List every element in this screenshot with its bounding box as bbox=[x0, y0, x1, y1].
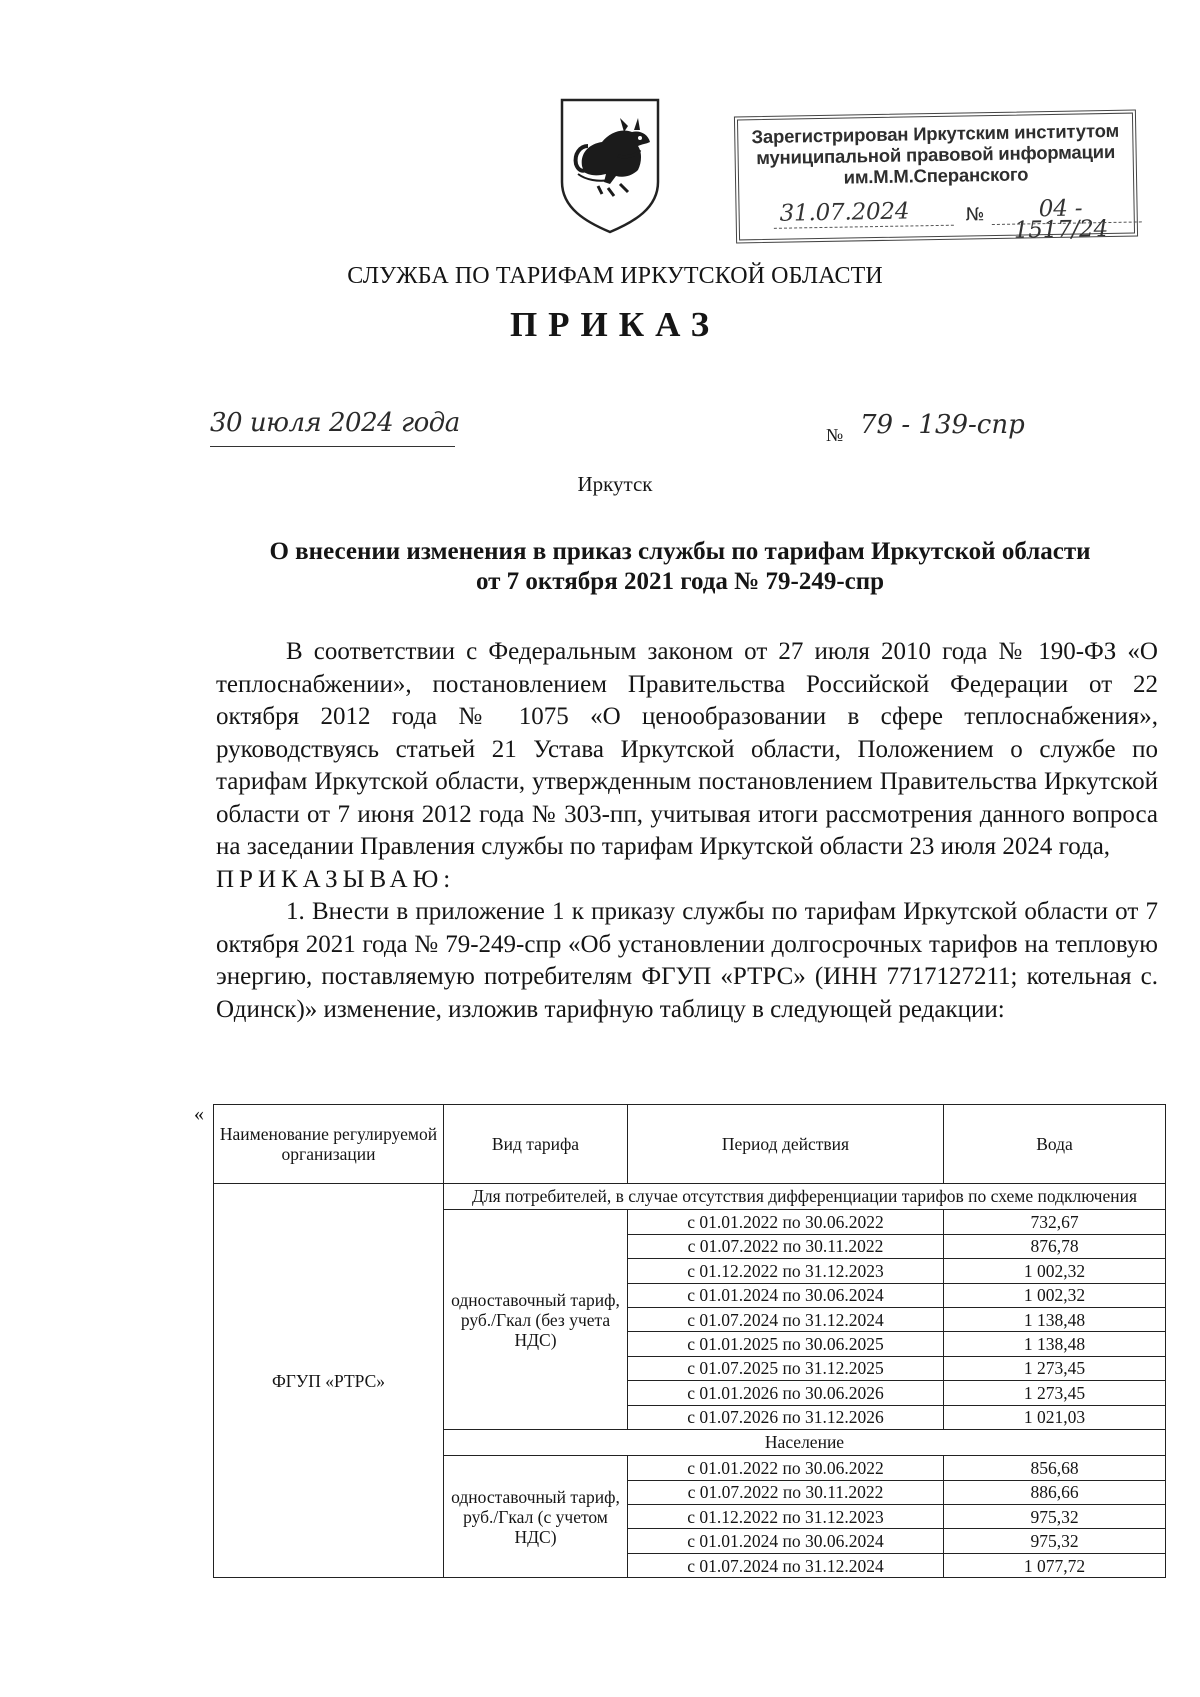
value-cell: 856,68 bbox=[944, 1456, 1166, 1480]
period-cell: с 01.07.2026 по 31.12.2026 bbox=[628, 1405, 944, 1429]
period-cell: с 01.01.2025 по 30.06.2025 bbox=[628, 1332, 944, 1356]
date-underline bbox=[210, 446, 455, 447]
value-cell: 886,66 bbox=[944, 1480, 1166, 1504]
item-1-paragraph: 1. Внести в приложение 1 к приказу службы по тарифам Иркутской области от 7 октября 2021 года № 79-249-спр «Об установлении долгосрочных тарифов на тепловую энергию, поставляемую потребителям ФГУП «РТРС» (ИНН 7717127211; котельная с. Одинск)» изменение, изложив тарифную таблицу в следующей редакции: bbox=[216, 898, 1158, 1023]
value-cell: 1 002,32 bbox=[944, 1283, 1166, 1307]
header-water: Вода bbox=[944, 1105, 1166, 1184]
section-title: Население bbox=[444, 1429, 1166, 1455]
stamp-line-3: им.М.М.Сперанского bbox=[843, 163, 1029, 188]
value-cell: 732,67 bbox=[944, 1210, 1166, 1234]
order-number-sign: № bbox=[826, 425, 844, 445]
header-tariff-type: Вид тарифа bbox=[444, 1105, 628, 1184]
header-period: Период действия bbox=[628, 1105, 944, 1184]
period-cell: с 01.07.2024 по 31.12.2024 bbox=[628, 1553, 944, 1577]
section-title: Для потребителей, в случае отсутствия дифференциации тарифов по схеме подключения bbox=[444, 1184, 1166, 1210]
table-open-quote: « bbox=[194, 1103, 204, 1125]
period-cell: с 01.12.2022 по 31.12.2023 bbox=[628, 1259, 944, 1283]
document-title bbox=[200, 537, 1160, 597]
period-cell: с 01.12.2022 по 31.12.2023 bbox=[628, 1505, 944, 1529]
order-word: ПРИКАЗЫВАЮ: bbox=[216, 865, 456, 893]
section-title-row bbox=[214, 1184, 1166, 1210]
stamp-number-sign: № bbox=[965, 204, 985, 226]
stamp-line-2: муниципальной правовой информации bbox=[756, 140, 1116, 169]
period-cell: с 01.01.2024 по 30.06.2024 bbox=[628, 1283, 944, 1307]
document-type: ПРИКАЗ bbox=[509, 305, 721, 344]
period-cell: с 01.01.2026 по 30.06.2026 bbox=[628, 1381, 944, 1405]
period-cell: с 01.01.2022 по 30.06.2022 bbox=[628, 1456, 944, 1480]
stamp-registration-row bbox=[769, 195, 1125, 244]
value-cell: 975,32 bbox=[944, 1505, 1166, 1529]
stamp-registration-date: 31.07.2024 bbox=[779, 198, 910, 227]
period-cell: с 01.07.2022 по 30.11.2022 bbox=[628, 1480, 944, 1504]
handwritten-order-number: 79 - 139-спр bbox=[860, 410, 1025, 440]
period-cell: с 01.07.2022 по 30.11.2022 bbox=[628, 1234, 944, 1258]
handwritten-date: 30 июля 2024 года bbox=[210, 408, 460, 438]
service-name: СЛУЖБА ПО ТАРИФАМ ИРКУТСКОЙ ОБЛАСТИ bbox=[347, 263, 883, 289]
value-cell: 1 077,72 bbox=[944, 1553, 1166, 1577]
header-organization: Наименование регулируемой организации bbox=[214, 1105, 444, 1184]
value-cell: 975,32 bbox=[944, 1529, 1166, 1553]
stamp-registration-number: 04 - 1517/24 bbox=[1013, 195, 1109, 244]
table-header-row bbox=[214, 1105, 1166, 1184]
title-line-1: О внесении изменения в приказ службы по тарифам Иркутской области bbox=[269, 538, 1091, 565]
value-cell: 1 002,32 bbox=[944, 1259, 1166, 1283]
city: Иркутск bbox=[577, 472, 653, 496]
value-cell: 1 138,48 bbox=[944, 1332, 1166, 1356]
title-line-2: от 7 октября 2021 года № 79-249-спр bbox=[475, 568, 885, 595]
stamp-line-1: Зарегистрирован Иркутским институтом bbox=[751, 119, 1120, 148]
period-cell: с 01.01.2024 по 30.06.2024 bbox=[628, 1529, 944, 1553]
document-body bbox=[216, 636, 1158, 1026]
value-cell: 1 273,45 bbox=[944, 1381, 1166, 1405]
tariff-table bbox=[213, 1104, 1166, 1578]
value-cell: 1 021,03 bbox=[944, 1405, 1166, 1429]
value-cell: 1 273,45 bbox=[944, 1356, 1166, 1380]
tariff-type-cell: одноставочный тариф, руб./Гкал (без учета НДС) bbox=[444, 1210, 628, 1430]
organization-cell: ФГУП «РТРС» bbox=[214, 1184, 444, 1578]
period-cell: с 01.07.2024 по 31.12.2024 bbox=[628, 1307, 944, 1331]
registration-stamp bbox=[734, 110, 1138, 244]
coat-of-arms-icon bbox=[558, 96, 662, 236]
period-cell: с 01.07.2025 по 31.12.2025 bbox=[628, 1356, 944, 1380]
period-cell: с 01.01.2022 по 30.06.2022 bbox=[628, 1210, 944, 1234]
value-cell: 1 138,48 bbox=[944, 1307, 1166, 1331]
tariff-type-cell: одноставочный тариф, руб./Гкал (с учетом НДС) bbox=[444, 1456, 628, 1578]
preamble-paragraph: В соответствии с Федеральным законом от 27 июля 2010 года № 190-ФЗ «О теплоснабжении», постановлением Правительства Российской Федерации от 22 октября 2012 года № 1075 «О ценообразовании в сфере теплоснабжения», руководствуясь статьей 21 Устава Иркутской области, Положением о службе по тарифам Иркутской области, утвержденным постановлением Правительства Иркутской области от 7 июня 2012 года № 303-пп, учитывая итоги рассмотрения данного вопроса на заседании Правления службы по тарифам Иркутской области 23 июля 2024 года, bbox=[216, 638, 1158, 860]
value-cell: 876,78 bbox=[944, 1234, 1166, 1258]
